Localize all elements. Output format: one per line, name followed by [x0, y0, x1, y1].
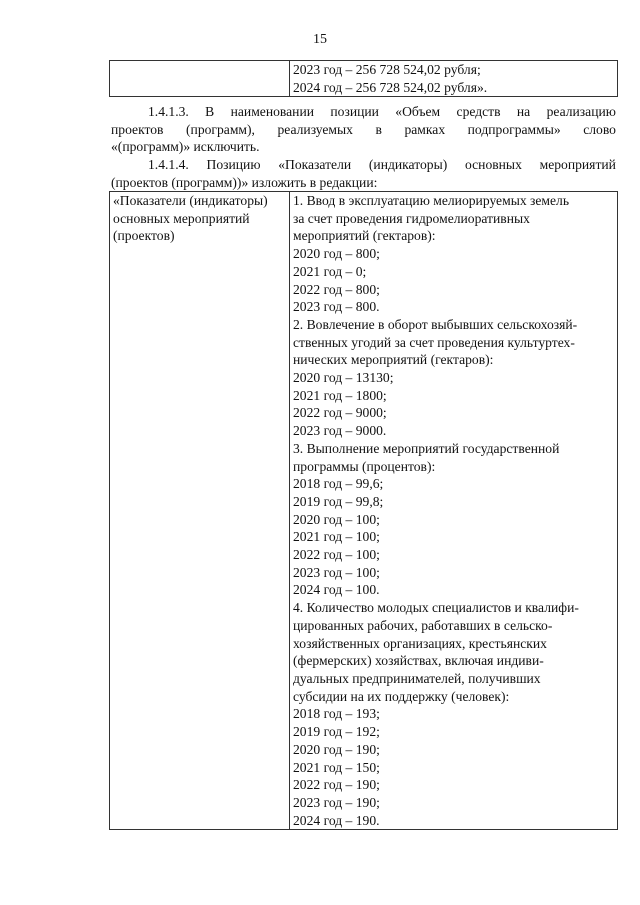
text-line: 2018 год – 99,6;	[293, 476, 384, 492]
paragraph-1-4-1-3	[111, 103, 616, 156]
text-line: 2023 год – 190;	[293, 794, 380, 810]
word: в	[375, 121, 382, 137]
indicators-label-lines	[113, 192, 286, 245]
text-line: 2019 год – 192;	[293, 724, 380, 740]
word: реализуемых	[277, 121, 353, 137]
text-line: 2024 год – 100.	[293, 582, 380, 598]
word: основных	[465, 157, 522, 172]
word: Позицию	[206, 157, 261, 172]
word: слово	[583, 121, 616, 137]
paragraph-line	[111, 121, 616, 139]
word: (индикаторы)	[368, 157, 448, 172]
paragraph-line: «(программ)» исключить.	[111, 139, 260, 154]
paragraph-line	[111, 103, 616, 121]
word: на	[516, 104, 531, 119]
word: подпрограммы»	[467, 121, 561, 137]
page-number: 15	[313, 32, 327, 47]
text-line: 2021 год – 150;	[293, 759, 380, 775]
text-line: 2018 год – 193;	[293, 706, 380, 722]
indicators-label-cell	[110, 192, 290, 830]
text-line: ственных угодий за счет проведения культуртех-	[293, 334, 575, 350]
text-line: 2024 год – 190.	[293, 812, 380, 828]
text-line: программы (процентов):	[293, 458, 436, 474]
text-line: хозяйственных организациях, крестьянских	[293, 635, 547, 651]
paragraph-line: (проектов (программ))» изложить в редакции:	[111, 174, 378, 190]
word: проектов	[111, 121, 164, 137]
text-line: «Показатели (индикаторы)	[113, 193, 268, 208]
word: 1.4.1.3.	[148, 104, 189, 119]
text-line: цированных рабочих, работавших в сельско-	[293, 617, 553, 633]
text-line: 2023 год – 800.	[293, 299, 380, 315]
word: позиции	[330, 104, 379, 119]
text-line: 2020 год – 100;	[293, 511, 380, 527]
text-line: за счет проведения гидромелиоративных	[293, 210, 530, 226]
word: рамках	[404, 121, 446, 137]
text-line: 2. Вовлечение в оборот выбывших сельскохозяй-	[293, 316, 578, 332]
text-line: 2022 год – 190;	[293, 777, 380, 793]
text-line: 2023 год – 100;	[293, 564, 380, 580]
word: (программ),	[186, 121, 255, 137]
word: 1.4.1.4.	[148, 157, 189, 172]
text-line: 2022 год – 800;	[293, 281, 380, 297]
text-line: 2022 год – 9000;	[293, 405, 387, 421]
word: «Объем	[395, 104, 441, 119]
word: реализацию	[546, 104, 616, 119]
text-line: основных мероприятий	[113, 210, 250, 226]
text-line: 2022 год – 100;	[293, 547, 380, 563]
text-line: 2021 год – 100;	[293, 529, 380, 545]
indicators-value-lines	[293, 192, 614, 829]
text-line: 2019 год – 99,8;	[293, 493, 384, 509]
text-line: мероприятий (гектаров):	[293, 228, 436, 244]
text-line: 2021 год – 1800;	[293, 387, 387, 403]
word: наименовании	[230, 104, 314, 119]
text-line: субсидии на их поддержку (человек):	[293, 688, 510, 704]
paragraph-line	[111, 156, 616, 174]
text-line: 1. Ввод в эксплуатацию мелиорируемых земель	[293, 193, 570, 208]
text-line: 2023 год – 9000.	[293, 423, 387, 439]
word: мероприятий	[539, 157, 616, 172]
text-line: 2023 год – 256 728 524,02 рубля;	[293, 62, 481, 77]
text-line: 2021 год – 0;	[293, 263, 367, 279]
table-row	[110, 61, 618, 97]
text-line: (фермерских) хозяйствах, включая индиви-	[293, 653, 544, 669]
word: средств	[456, 104, 501, 119]
text-line: 2020 год – 190;	[293, 741, 380, 757]
text-line: 2020 год – 13130;	[293, 370, 394, 386]
word: В	[205, 104, 215, 119]
indicators-table	[109, 191, 618, 830]
table-row	[110, 192, 618, 830]
budget-table-left-cell	[110, 61, 290, 97]
indicators-values-cell	[290, 192, 618, 830]
text-line: 4. Количество молодых специалистов и квалифи-	[293, 600, 579, 616]
text-line: 3. Выполнение мероприятий государственной	[293, 440, 560, 456]
paragraph-1-4-1-4	[111, 156, 616, 191]
text-line: дуальных предпринимателей, получивших	[293, 670, 541, 686]
text-line: (проектов)	[113, 228, 175, 244]
text-line: нических мероприятий (гектаров):	[293, 352, 494, 368]
budget-lines	[293, 61, 614, 96]
text-line: 2024 год – 256 728 524,02 рубля».	[293, 79, 488, 95]
budget-table-right-cell	[290, 61, 618, 97]
text-line: 2020 год – 800;	[293, 246, 380, 262]
word: «Показатели	[278, 157, 352, 172]
budget-table	[109, 60, 618, 97]
